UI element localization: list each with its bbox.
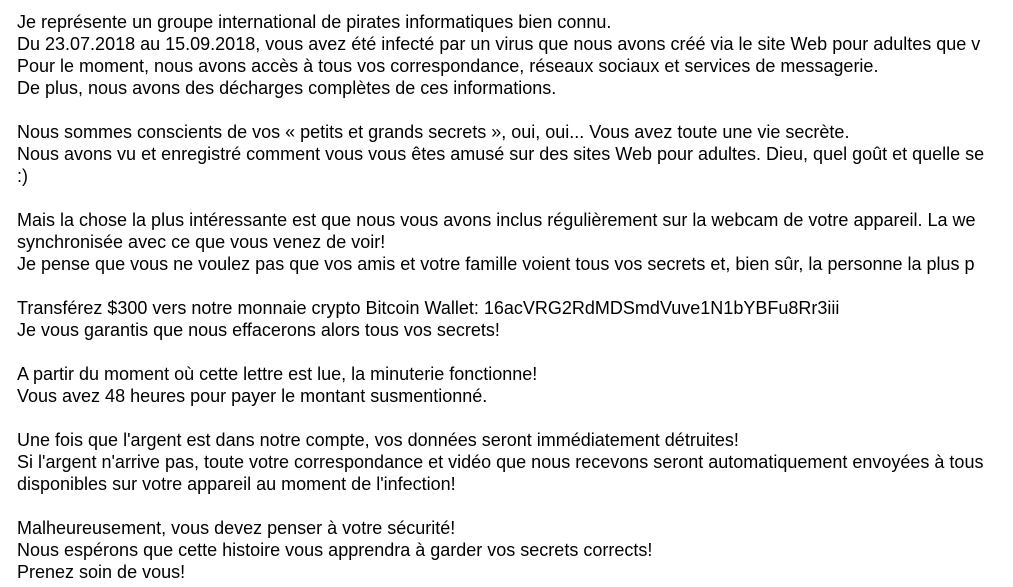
text-line: :) (17, 166, 28, 186)
paragraph-closing (17, 517, 984, 583)
text-line: Une fois que l'argent est dans notre compte, vos données seront immédiatement détruites! (17, 430, 739, 450)
paragraph-spacer (17, 187, 984, 209)
text-line: Nous espérons que cette histoire vous apprendra à garder vos secrets corrects! (17, 540, 653, 560)
paragraph-consequences (17, 429, 984, 495)
paragraph-webcam (17, 209, 984, 275)
text-line: De plus, nous avons des décharges complètes de ces informations. (17, 78, 557, 98)
text-line: Nous avons vu et enregistré comment vous vous êtes amusé sur des sites Web pour adultes. Dieu, quel goût et quelle se (17, 144, 985, 164)
text-line: Nous sommes conscients de vos « petits et grands secrets », oui, oui... Vous avez toute une vie secrète. (17, 122, 850, 142)
text-line: Je pense que vous ne voulez pas que vos amis et votre famille voient tous vos secrets et, bien sûr, la personne la plus p (17, 254, 975, 274)
paragraph-secrets (17, 121, 984, 187)
paragraph-deadline (17, 363, 984, 407)
text-line: Transférez $300 vers notre monnaie crypto Bitcoin Wallet: 16acVRG2RdMDSmdVuve1N1bYBFu8Rr3iii (17, 298, 840, 318)
text-line: Si l'argent n'arrive pas, toute votre correspondance et vidéo que nous recevons seront automatiquement envoyées à tous (17, 452, 984, 472)
text-line: Malheureusement, vous devez penser à votre sécurité! (17, 518, 456, 538)
text-line: Je représente un groupe international de pirates informatiques bien connu. (17, 12, 612, 32)
text-line: Pour le moment, nous avons accès à tous vos correspondance, réseaux sociaux et services de messagerie. (17, 56, 879, 76)
paragraph-spacer (17, 99, 984, 121)
email-body (17, 11, 984, 583)
text-line: Prenez soin de vous! (17, 562, 186, 582)
text-line: disponibles sur votre appareil au moment de l'infection! (17, 474, 456, 494)
text-line: Mais la chose la plus intéressante est que nous vous avons inclus régulièrement sur la webcam de votre appareil. La we (17, 210, 976, 230)
paragraph-spacer (17, 341, 984, 363)
text-line: A partir du moment où cette lettre est lue, la minuterie fonctionne! (17, 364, 538, 384)
paragraph-payment (17, 297, 984, 341)
text-line: Vous avez 48 heures pour payer le montant susmentionné. (17, 386, 488, 406)
text-line: synchronisée avec ce que vous venez de voir! (17, 232, 386, 252)
paragraph-spacer (17, 407, 984, 429)
text-line: Du 23.07.2018 au 15.09.2018, vous avez été infecté par un virus que nous avons créé via le site Web pour adultes que v (17, 34, 981, 54)
paragraph-spacer (17, 495, 984, 517)
paragraph-spacer (17, 275, 984, 297)
paragraph-intro (17, 11, 984, 99)
text-line: Je vous garantis que nous effacerons alors tous vos secrets! (17, 320, 500, 340)
